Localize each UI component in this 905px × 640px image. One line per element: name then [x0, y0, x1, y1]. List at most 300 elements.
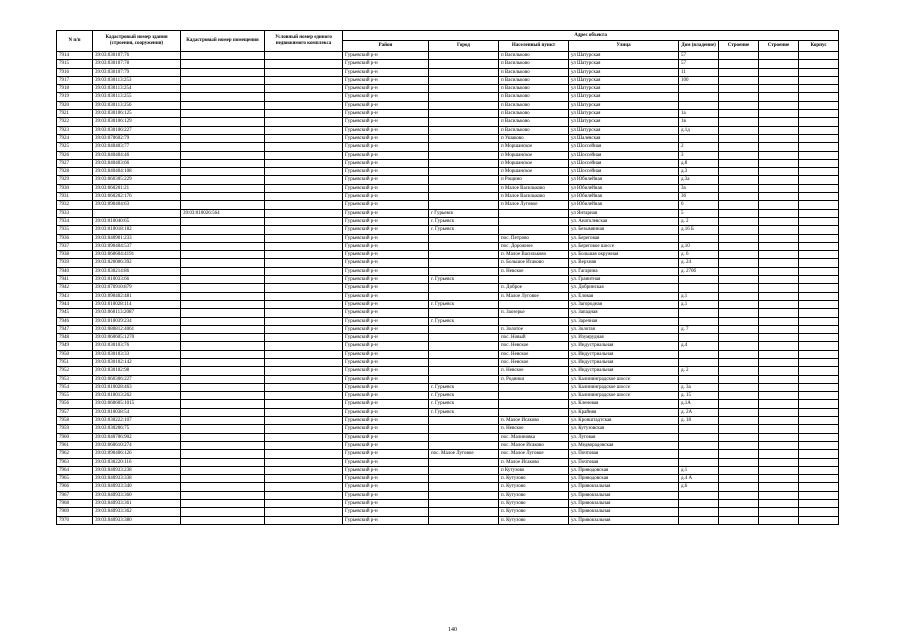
- table-row: [57, 466, 839, 474]
- cadastral-building-cell: [93, 209, 181, 217]
- district-cell: Гурьевский р-н: [343, 300, 429, 308]
- row-number: 7926: [57, 151, 93, 159]
- cadastral-building-cell: 39:03:090402:481: [93, 292, 181, 300]
- building-cell: [719, 475, 759, 483]
- street-cell: ул. Крайняя: [569, 408, 679, 416]
- register-sheet: [56, 30, 838, 525]
- settlement-cell: п Моршанское: [499, 143, 569, 151]
- district-cell: Гурьевский р-н: [343, 350, 429, 358]
- building-cell: [719, 226, 759, 234]
- row-number: 7928: [57, 168, 93, 176]
- structure-cell: [759, 433, 799, 441]
- row-number: 7927: [57, 159, 93, 167]
- district-cell: Гурьевский р-н: [343, 267, 429, 275]
- cadastral-building-cell: 39:03:040404:108: [93, 168, 181, 176]
- street-cell: ул Шатурская: [569, 60, 679, 68]
- structure-cell: [759, 201, 799, 209]
- conditional-number-cell: [265, 375, 343, 383]
- conditional-number-cell: [265, 358, 343, 366]
- conditional-number-cell: [265, 392, 343, 400]
- block-cell: [799, 242, 839, 250]
- row-number: 7934: [57, 217, 93, 225]
- structure-cell: [759, 52, 799, 60]
- row-number: 7920: [57, 101, 93, 109]
- district-cell: Гурьевский р-н: [343, 201, 429, 209]
- block-cell: [799, 408, 839, 416]
- street-cell: ул. Привокзальная: [569, 483, 679, 491]
- block-cell: [799, 483, 839, 491]
- city-cell: г. Гурьевск: [429, 317, 499, 325]
- row-number: 7962: [57, 450, 93, 458]
- block-cell: [799, 392, 839, 400]
- row-number: 7929: [57, 176, 93, 184]
- house-cell: 5: [679, 209, 719, 217]
- district-cell: Гурьевский р-н: [343, 126, 429, 134]
- house-cell: [679, 276, 719, 284]
- building-cell: [719, 176, 759, 184]
- structure-cell: [759, 110, 799, 118]
- city-cell: [429, 101, 499, 109]
- cadastral-building-cell: 39:03:060604:4191: [93, 251, 181, 259]
- building-cell: [719, 292, 759, 300]
- table-row: [57, 375, 839, 383]
- district-cell: Гурьевский р-н: [343, 85, 429, 93]
- house-cell: д.1д: [679, 126, 719, 134]
- cadastral-room-cell: [181, 350, 265, 358]
- table-row: [57, 101, 839, 109]
- house-cell: [679, 309, 719, 317]
- district-cell: Гурьевский р-н: [343, 466, 429, 474]
- block-cell: [799, 367, 839, 375]
- house-cell: [679, 350, 719, 358]
- structure-cell: [759, 367, 799, 375]
- house-cell: 100: [679, 76, 719, 84]
- cadastral-building-cell: 39:03:090404:537: [93, 242, 181, 250]
- cadastral-building-cell: 39:03:040933:238: [93, 466, 181, 474]
- cadastral-room-cell: [181, 400, 265, 408]
- settlement-cell: п Ушаково: [499, 134, 569, 142]
- block-cell: [799, 292, 839, 300]
- house-cell: д. 270б: [679, 267, 719, 275]
- city-cell: [429, 475, 499, 483]
- district-cell: Гурьевский р-н: [343, 276, 429, 284]
- structure-cell: [759, 358, 799, 366]
- district-cell: Гурьевский р-н: [343, 151, 429, 159]
- street-cell: ул. Медворадовская: [569, 441, 679, 449]
- city-cell: [429, 516, 499, 524]
- building-cell: [719, 500, 759, 508]
- row-number: 7930: [57, 184, 93, 192]
- cadastral-room-cell: [181, 159, 265, 167]
- building-cell: [719, 52, 759, 60]
- street-cell: ул. Верхняя: [569, 259, 679, 267]
- settlement-cell: п Васильково: [499, 60, 569, 68]
- district-cell: Гурьевский р-н: [343, 408, 429, 416]
- street-cell: ул Шатурская: [569, 76, 679, 84]
- street-cell: ул. Загородная: [569, 300, 679, 308]
- district-cell: Гурьевский р-н: [343, 417, 429, 425]
- cadastral-building-cell: 39:03:080812:4061: [93, 325, 181, 333]
- cadastral-room-cell: [181, 93, 265, 101]
- street-cell: ул Шоссейная: [569, 151, 679, 159]
- district-cell: Гурьевский р-н: [343, 134, 429, 142]
- building-cell: [719, 234, 759, 242]
- conditional-number-cell: [265, 159, 343, 167]
- row-number: 7948: [57, 334, 93, 342]
- conditional-number-cell: [265, 68, 343, 76]
- cadastral-room-cell: [181, 284, 265, 292]
- street-cell: ул. Западная: [569, 309, 679, 317]
- cadastral-room-cell: [181, 251, 265, 259]
- block-cell: [799, 110, 839, 118]
- conditional-number-cell: [265, 284, 343, 292]
- conditional-number-cell: [265, 292, 343, 300]
- city-cell: [429, 284, 499, 292]
- cadastral-room-cell: [181, 226, 265, 234]
- settlement-cell: [499, 276, 569, 284]
- house-cell: д.1: [679, 292, 719, 300]
- conditional-number-cell: [265, 209, 343, 217]
- header-city: Город: [429, 41, 499, 52]
- row-number: 7964: [57, 466, 93, 474]
- table-row: [57, 52, 839, 60]
- cadastral-building-cell: 39:03:040403:77: [93, 143, 181, 151]
- cadastral-building-cell: 39:03:040933:362: [93, 508, 181, 516]
- row-number: 7943: [57, 292, 93, 300]
- cadastral-room-cell: [181, 508, 265, 516]
- settlement-cell: [499, 408, 569, 416]
- structure-cell: [759, 350, 799, 358]
- cadastral-room-cell: [181, 450, 265, 458]
- house-cell: д. 2: [679, 367, 719, 375]
- district-cell: Гурьевский р-н: [343, 118, 429, 126]
- table-row: [57, 168, 839, 176]
- row-number: 7959: [57, 425, 93, 433]
- cadastral-building-cell: 39:03:030107:78: [93, 60, 181, 68]
- table-row: [57, 483, 839, 491]
- table-row: [57, 325, 839, 333]
- conditional-number-cell: [265, 234, 343, 242]
- city-cell: [429, 417, 499, 425]
- building-cell: [719, 342, 759, 350]
- table-row: [57, 151, 839, 159]
- structure-cell: [759, 458, 799, 466]
- building-cell: [719, 101, 759, 109]
- house-cell: д.1: [679, 466, 719, 474]
- district-cell: Гурьевский р-н: [343, 184, 429, 192]
- conditional-number-cell: [265, 350, 343, 358]
- street-cell: ул. Еловая: [569, 292, 679, 300]
- street-cell: ул Шатурская: [569, 93, 679, 101]
- table-row: [57, 475, 839, 483]
- row-number: 7944: [57, 300, 93, 308]
- settlement-cell: п Рощино: [499, 176, 569, 184]
- block-cell: [799, 251, 839, 259]
- city-cell: г. Гурьевск: [429, 392, 499, 400]
- structure-cell: [759, 284, 799, 292]
- block-cell: [799, 400, 839, 408]
- settlement-cell: п Васильково: [499, 93, 569, 101]
- structure-cell: [759, 425, 799, 433]
- street-cell: ул Шоссейная: [569, 159, 679, 167]
- cadastral-building-cell: 39:03:090404:63: [93, 201, 181, 209]
- structure-cell: [759, 143, 799, 151]
- row-number: 7918: [57, 85, 93, 93]
- street-cell: ул. Большая окружная: [569, 251, 679, 259]
- settlement-cell: п. Малое Исаково: [499, 458, 569, 466]
- settlement-cell: п Васильково: [499, 110, 569, 118]
- city-cell: г. Гурьевск: [429, 383, 499, 391]
- district-cell: Гурьевский р-н: [343, 358, 429, 366]
- structure-cell: [759, 392, 799, 400]
- structure-cell: [759, 342, 799, 350]
- table-row: [57, 68, 839, 76]
- block-cell: [799, 118, 839, 126]
- conditional-number-cell: [265, 342, 343, 350]
- street-cell: ул. Калининградское шоссе: [569, 375, 679, 383]
- block-cell: [799, 68, 839, 76]
- city-cell: [429, 375, 499, 383]
- city-cell: пос. Малое Луговое: [429, 450, 499, 458]
- street-cell: ул. Индустриальная: [569, 342, 679, 350]
- house-cell: д.3а: [679, 176, 719, 184]
- settlement-cell: п. Малое Исаково: [499, 417, 569, 425]
- structure-cell: [759, 85, 799, 93]
- building-cell: [719, 417, 759, 425]
- cadastral-building-cell: 39:03:060113:2087: [93, 309, 181, 317]
- city-cell: [429, 176, 499, 184]
- house-cell: [679, 516, 719, 524]
- house-cell: 57: [679, 60, 719, 68]
- district-cell: Гурьевский р-н: [343, 159, 429, 167]
- cadastral-room-cell: [181, 441, 265, 449]
- street-cell: ул. Гранитная: [569, 276, 679, 284]
- street-cell: ул. Кленовая: [569, 400, 679, 408]
- structure-cell: [759, 76, 799, 84]
- row-number: 7967: [57, 491, 93, 499]
- cadastral-building-cell: 39:03:060202:176: [93, 193, 181, 201]
- building-cell: [719, 251, 759, 259]
- row-number: 7935: [57, 226, 93, 234]
- structure-cell: [759, 334, 799, 342]
- settlement-cell: п. Малое Луговое: [499, 292, 569, 300]
- building-cell: [719, 367, 759, 375]
- house-cell: [679, 500, 719, 508]
- street-cell: ул Шатурская: [569, 126, 679, 134]
- cadastral-room-cell: [181, 110, 265, 118]
- cadastral-room-cell: [181, 491, 265, 499]
- cadastral-building-cell: 39:03:060610:274: [93, 441, 181, 449]
- cadastral-building-cell: 39:03:030106:227: [93, 126, 181, 134]
- table-row: [57, 60, 839, 68]
- building-cell: [719, 284, 759, 292]
- structure-cell: [759, 193, 799, 201]
- table-row: [57, 367, 839, 375]
- conditional-number-cell: [265, 251, 343, 259]
- house-cell: д.1: [679, 300, 719, 308]
- structure-cell: [759, 242, 799, 250]
- structure-cell: [759, 234, 799, 242]
- block-cell: [799, 226, 839, 234]
- block-cell: [799, 184, 839, 192]
- settlement-cell: п. Доброе: [499, 284, 569, 292]
- structure-cell: [759, 101, 799, 109]
- settlement-cell: [499, 317, 569, 325]
- cadastral-room-cell: [181, 375, 265, 383]
- block-cell: [799, 217, 839, 225]
- block-cell: [799, 441, 839, 449]
- house-cell: д. 15: [679, 392, 719, 400]
- table-row: [57, 408, 839, 416]
- block-cell: [799, 425, 839, 433]
- settlement-cell: п Васильково: [499, 126, 569, 134]
- house-cell: д. 18: [679, 417, 719, 425]
- street-cell: ул Шатурская: [569, 85, 679, 93]
- block-cell: [799, 126, 839, 134]
- block-cell: [799, 342, 839, 350]
- cadastral-room-cell: 39:03:010026:564: [181, 209, 265, 217]
- conditional-number-cell: [265, 184, 343, 192]
- city-cell: г. Гурьевск: [429, 226, 499, 234]
- city-cell: [429, 251, 499, 259]
- cadastral-room-cell: [181, 516, 265, 524]
- district-cell: Гурьевский р-н: [343, 392, 429, 400]
- district-cell: Гурьевский р-н: [343, 508, 429, 516]
- row-number: 7949: [57, 342, 93, 350]
- building-cell: [719, 317, 759, 325]
- house-cell: д. 2А: [679, 408, 719, 416]
- house-cell: [679, 234, 719, 242]
- district-cell: Гурьевский р-н: [343, 400, 429, 408]
- house-cell: [679, 508, 719, 516]
- structure-cell: [759, 508, 799, 516]
- settlement-cell: пос. Невское: [499, 358, 569, 366]
- city-cell: [429, 433, 499, 441]
- settlement-cell: п. Большое Исаково: [499, 259, 569, 267]
- conditional-number-cell: [265, 508, 343, 516]
- building-cell: [719, 408, 759, 416]
- cadastral-building-cell: 39:03:030206:75: [93, 425, 181, 433]
- street-cell: ул Юбилейная: [569, 184, 679, 192]
- table-row: [57, 267, 839, 275]
- district-cell: Гурьевский р-н: [343, 259, 429, 267]
- city-cell: г Гурьевск: [429, 209, 499, 217]
- row-number: 7921: [57, 110, 93, 118]
- house-cell: д. 24: [679, 259, 719, 267]
- cadastral-building-cell: 39:03:030106:125: [93, 110, 181, 118]
- header-block: Корпус: [799, 41, 839, 52]
- settlement-cell: п. Кутузово: [499, 491, 569, 499]
- table-row: [57, 433, 839, 441]
- district-cell: Гурьевский р-н: [343, 491, 429, 499]
- district-cell: Гурьевский р-н: [343, 52, 429, 60]
- building-cell: [719, 358, 759, 366]
- building-cell: [719, 325, 759, 333]
- table-row: [57, 342, 839, 350]
- street-cell: ул. Луговая: [569, 433, 679, 441]
- district-cell: Гурьевский р-н: [343, 101, 429, 109]
- cadastral-building-cell: 39:03:010028:114: [93, 300, 181, 308]
- table-row: [57, 184, 839, 192]
- row-number: 7969: [57, 508, 93, 516]
- structure-cell: [759, 491, 799, 499]
- settlement-cell: [499, 400, 569, 408]
- district-cell: Гурьевский р-н: [343, 242, 429, 250]
- conditional-number-cell: [265, 417, 343, 425]
- cadastral-room-cell: [181, 85, 265, 93]
- cadastral-building-cell: 39:03:060306:227: [93, 375, 181, 383]
- district-cell: Гурьевский р-н: [343, 292, 429, 300]
- conditional-number-cell: [265, 309, 343, 317]
- cadastral-building-cell: 39:03:010038:54: [93, 408, 181, 416]
- block-cell: [799, 475, 839, 483]
- district-cell: Гурьевский р-н: [343, 500, 429, 508]
- structure-cell: [759, 466, 799, 474]
- cadastral-building-cell: 39:03:010028:463: [93, 383, 181, 391]
- street-cell: ул. Приводовская: [569, 475, 679, 483]
- conditional-number-cell: [265, 425, 343, 433]
- cadastral-building-cell: 39:03:010040:65: [93, 217, 181, 225]
- building-cell: [719, 76, 759, 84]
- row-number: 7968: [57, 500, 93, 508]
- building-cell: [719, 309, 759, 317]
- building-cell: [719, 334, 759, 342]
- building-cell: [719, 159, 759, 167]
- conditional-number-cell: [265, 325, 343, 333]
- conditional-number-cell: [265, 176, 343, 184]
- house-cell: д.1А: [679, 400, 719, 408]
- table-row: [57, 458, 839, 466]
- row-number: 7966: [57, 483, 93, 491]
- house-cell: д.6: [679, 483, 719, 491]
- settlement-cell: п. Кутузово: [499, 500, 569, 508]
- building-cell: [719, 508, 759, 516]
- street-cell: ул. Безымянная: [569, 226, 679, 234]
- cadastral-building-cell: 39:03:030102:98: [93, 367, 181, 375]
- district-cell: Гурьевский р-н: [343, 60, 429, 68]
- row-number: 7923: [57, 126, 93, 134]
- structure-cell: [759, 168, 799, 176]
- street-cell: ул Янтарная: [569, 209, 679, 217]
- cadastral-building-cell: 39:03:030113:253: [93, 76, 181, 84]
- house-cell: 3а: [679, 184, 719, 192]
- row-number: 7942: [57, 284, 93, 292]
- cadastral-building-cell: 39:03:060305:229: [93, 176, 181, 184]
- conditional-number-cell: [265, 276, 343, 284]
- table-row: [57, 508, 839, 516]
- cadastral-room-cell: [181, 466, 265, 474]
- city-cell: [429, 325, 499, 333]
- block-cell: [799, 76, 839, 84]
- structure-cell: [759, 375, 799, 383]
- structure-cell: [759, 500, 799, 508]
- cadastral-building-cell: 39:03:040403:66: [93, 159, 181, 167]
- district-cell: Гурьевский р-н: [343, 251, 429, 259]
- row-number: 7916: [57, 68, 93, 76]
- street-cell: ул. Добринская: [569, 284, 679, 292]
- conditional-number-cell: [265, 500, 343, 508]
- street-cell: ул. Кутузовская: [569, 425, 679, 433]
- block-cell: [799, 508, 839, 516]
- cadastral-building-cell: 39:03:060605:1270: [93, 334, 181, 342]
- header-conditional-number: Условный номер единого недвижимого комплекса: [265, 31, 343, 52]
- building-cell: [719, 209, 759, 217]
- block-cell: [799, 317, 839, 325]
- house-cell: д. 7: [679, 325, 719, 333]
- cadastral-room-cell: [181, 500, 265, 508]
- block-cell: [799, 350, 839, 358]
- structure-cell: [759, 325, 799, 333]
